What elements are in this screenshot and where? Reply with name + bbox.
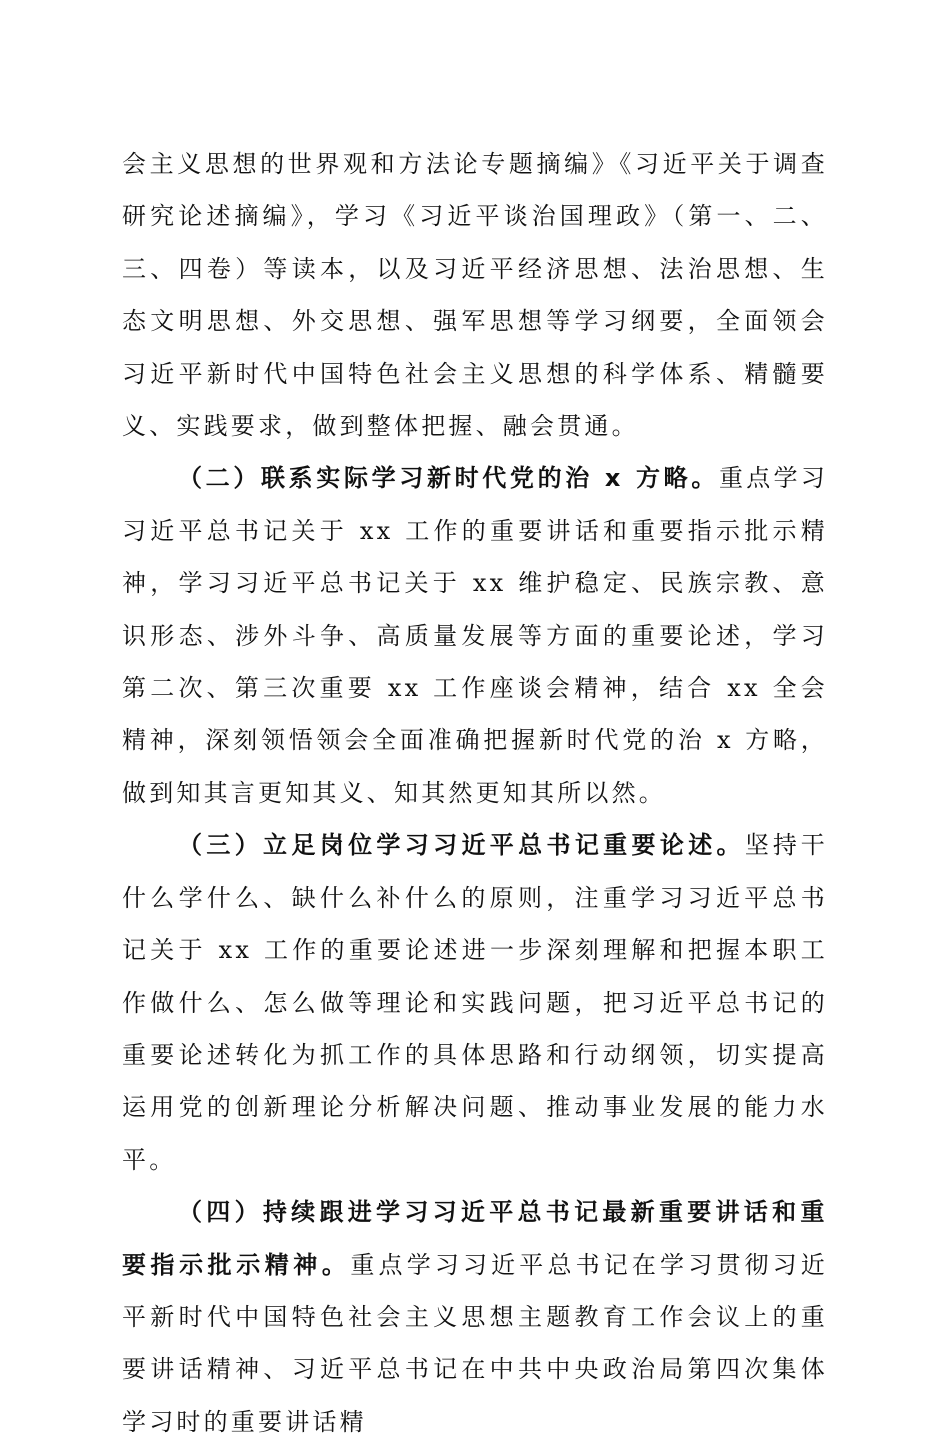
paragraph-section-3 (122, 819, 828, 1186)
paragraph-text: 重点学习习近平总书记在学习贯彻习近平新时代中国特色社会主义思想主题教育工作会议上的重要讲话精神、习近平总书记在中共中央政治局第四次集体学习时的重要讲话精 (122, 1250, 828, 1436)
section-heading: （三）立足岗位学习习近平总书记重要论述。 (178, 831, 745, 860)
paragraph-section-2 (122, 452, 828, 819)
section-heading: （二）联系实际学习新时代党的治 x 方略。 (178, 464, 719, 493)
document-body (122, 138, 828, 1448)
paragraph-continued (122, 138, 828, 452)
paragraph-text: 重点学习习近平总书记关于 xx 工作的重要讲话和重要指示批示精神，学习习近平总书记关于 xx 维护稳定、民族宗教、意识形态、涉外斗争、高质量发展等方面的重要论述，学习第二次、第三次重要 xx 工作座谈会精神，结合 xx 全会精神，深刻领悟领会全面准确把握新时代党的治 x 方略，做到知其言更知其义、知其然更知其所以然。 (122, 464, 828, 807)
paragraph-text: 坚持干什么学什么、缺什么补什么的原则，注重学习习近平总书记关于 xx 工作的重要论述进一步深刻理解和把握本职工作做什么、怎么做等理论和实践问题，把习近平总书记的重要论述转化为抓工作的具体思路和行动纲领，切实提高运用党的创新理论分析解决问题、推动事业发展的能力水平。 (122, 831, 828, 1174)
section-heading: （四）持续跟进学习习近平总书记最新重要讲话和重要指示批示精神。 (122, 1198, 828, 1279)
paragraph-text: 会主义思想的世界观和方法论专题摘编》《习近平关于调查研究论述摘编》，学习《习近平谈治国理政》（第一、二、三、四卷）等读本，以及习近平经济思想、法治思想、生态文明思想、外交思想、强军思想等学习纲要，全面领会习近平新时代中国特色社会主义思想的科学体系、精髓要义、实践要求，做到整体把握、融会贯通。 (122, 150, 828, 441)
paragraph-section-4 (122, 1186, 828, 1448)
